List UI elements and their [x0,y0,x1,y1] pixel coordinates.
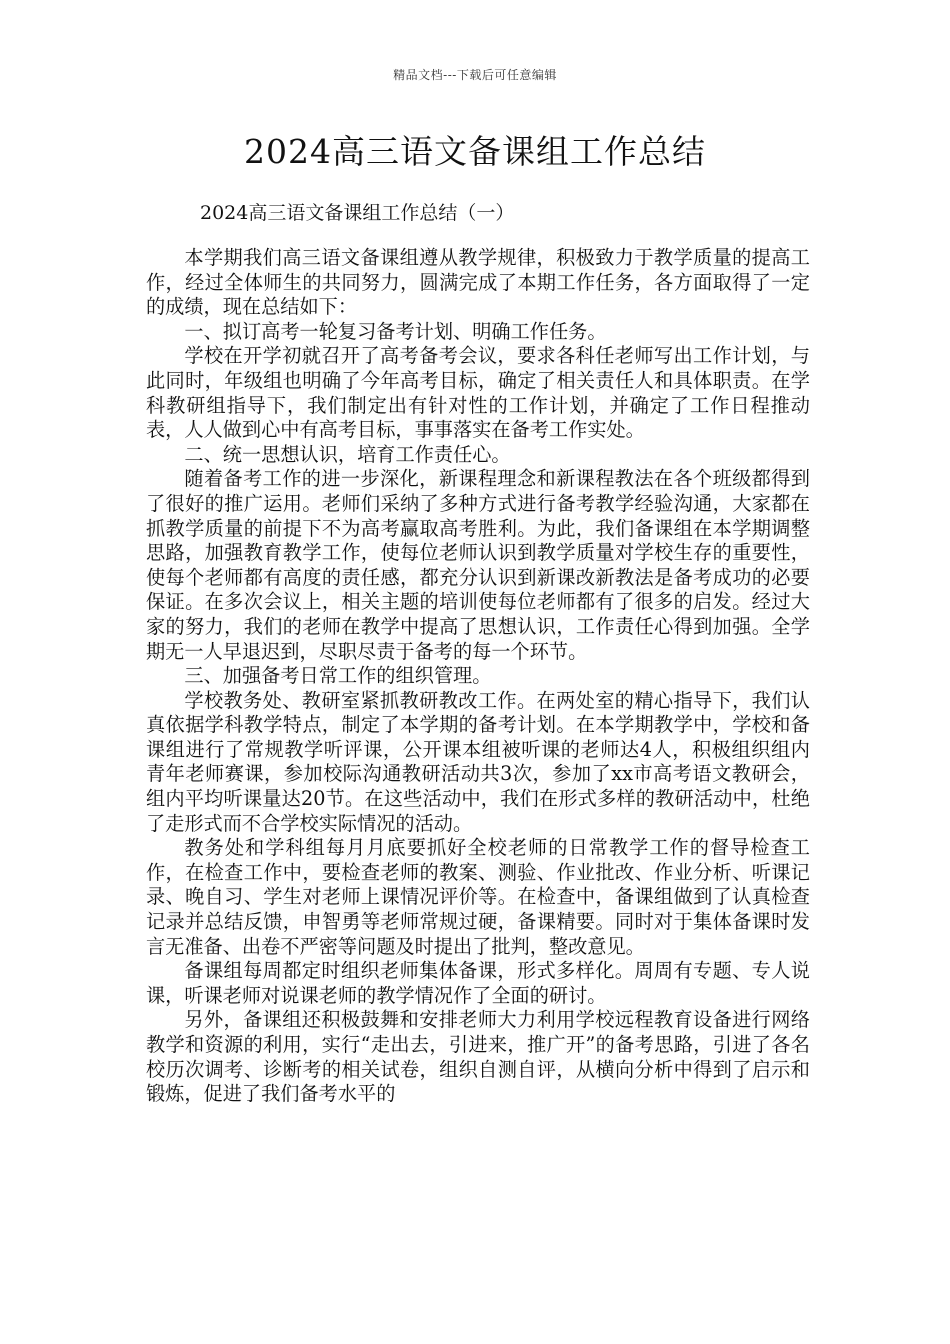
section-heading-1: 一、拟订高考一轮复习备考计划、明确工作任务。 [184,319,607,343]
document-body [146,246,810,1107]
document-subtitle: 2024高三语文备课组工作总结（一） [200,202,515,224]
paragraph: 另外，备课组还积极鼓舞和安排老师大力利用学校远程教育设备进行网络教学和资源的利用，实行“走出去，引进来，推广开”的备考思路，引进了各名校历次调考、诊断考的相关试卷，组织自测自评，从横向分析中得到了启示和锻炼，促进了我们备考水平的 [146,1008,810,1106]
paragraph: 随着备考工作的进一步深化，新课程理念和新课程教法在各个班级都得到了很好的推广运用。老师们采纳了多种方式进行备考教学经验沟通，大家都在抓教学质量的前提下不为高考赢取高考胜利。为此，我们备课组在本学期调整思路，加强教育教学工作，使每位老师认识到教学质量对学校生存的重要性，使每个老师都有高度的责任感，都充分认识到新课改新教法是备考成功的必要保证。在多次会议上，相关主题的培训使每位老师都有了很多的启发。经过大家的努力，我们的老师在教学中提高了思想认识，工作责任心得到加强。全学期无一人早退迟到，尽职尽责于备考的每一个环节。 [146,467,810,663]
paragraph: 学校在开学初就召开了高考备考会议，要求各科任老师写出工作计划，与此同时，年级组也明确了今年高考目标，确定了相关责任人和具体职责。在学科教研组指导下，我们制定出有针对性的工作计划，并确定了工作日程推动表，人人做到心中有高考目标，事事落实在备考工作实处。 [146,344,810,442]
paragraph-intro: 本学期我们高三语文备课组遵从教学规律，积极致力于教学质量的提高工作，经过全体师生的共同努力，圆满完成了本期工作任务，各方面取得了一定的成绩，现在总结如下： [146,246,810,319]
paragraph: 教务处和学科组每月月底要抓好全校老师的日常教学工作的督导检查工作，在检查工作中，要检查老师的教案、测验、作业批改、作业分析、听课记录、晚自习、学生对老师上课情况评价等。在检查中，备课组做到了认真检查记录并总结反馈，申智勇等老师常规过硬，备课精要。同时对于集体备课时发言无准备、出卷不严密等问题及时提出了批判，整改意见。 [146,836,810,958]
section-heading-2: 二、统一思想认识，培育工作责任心。 [184,442,511,466]
paragraph: 学校教务处、教研室紧抓教研教改工作。在两处室的精心指导下，我们认真依据学科教学特点，制定了本学期的备考计划。在本学期教学中，学校和备课组进行了常规教学听评课，公开课本组被听课的老师达4人，积极组织组内青年老师赛课，参加校际沟通教研活动共3次，参加了xx市高考语文教研会，组内平均听课量达20节。在这些活动中，我们在形式多样的教研活动中，杜绝了走形式而不合学校实际情况的活动。 [146,688,810,835]
header-watermark: 精品文档---下载后可任意编辑 [393,68,557,82]
document-title: 2024高三语文备课组工作总结 [244,132,706,171]
section-heading-3: 三、加强备考日常工作的组织管理。 [184,664,492,688]
paragraph: 备课组每周都定时组织老师集体备课，形式多样化。周周有专题、专人说课，听课老师对说课老师的教学情况作了全面的研讨。 [146,959,810,1007]
